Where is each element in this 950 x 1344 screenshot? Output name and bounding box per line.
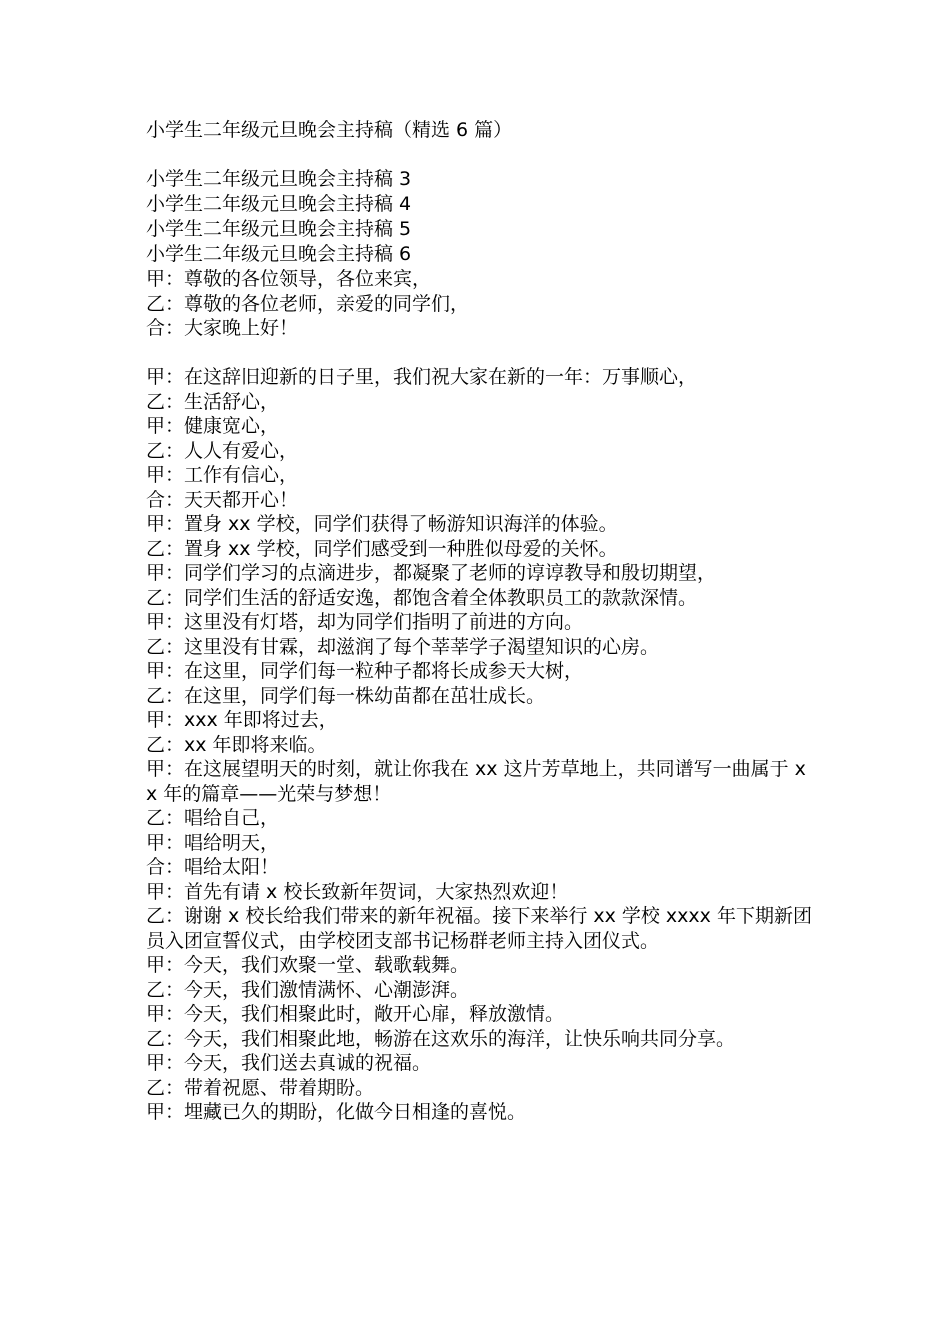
dialogue-line: 乙：生活舒心， [146, 390, 280, 413]
dialogue-line: 甲：首先有请 x 校长致新年贺词，大家热烈欢迎！ [146, 880, 569, 903]
dialogue-line: 合：大家晚上好！ [146, 317, 299, 339]
dialogue-line: 乙：在这里，同学们每一株幼苗都在茁壮成长。 [146, 684, 546, 707]
dialogue-line: 乙：尊敬的各位老师，亲爱的同学们， [146, 292, 470, 315]
dialogue-line: 乙：同学们生活的舒适安逸，都饱含着全体教职员工的款款深情。 [146, 586, 698, 609]
document-page [146, 118, 816, 1125]
dialogue-line: 甲：今天，我们相聚此时，敞开心扉，释放激情。 [146, 1003, 565, 1025]
dialogue-line: 甲：尊敬的各位领导，各位来宾， [146, 268, 432, 290]
dialogue-line: 乙：谢谢 x 校长给我们带来的新年祝福。接下来举行 xx 学校 xxxx 年下期新团员入团宣誓仪式，由学校团支部书记杨群老师主持入团仪式。 [146, 905, 812, 952]
dialogue-line: 乙：今天，我们相聚此地，畅游在这欢乐的海洋，让快乐响共同分享。 [146, 1027, 736, 1050]
dialogue-line: 甲：在这里，同学们每一粒种子都将长成参天大树， [146, 660, 584, 682]
dialogue-line: 甲：这里没有灯塔，却为同学们指明了前进的方向。 [146, 611, 584, 633]
dialogue-line: 甲：xxx 年即将过去， [146, 709, 338, 731]
dialogue-line: 乙：人人有爱心， [146, 439, 299, 462]
dialogue-line: 甲：在这展望明天的时刻，就让你我在 xx 这片芳草地上，共同谱写一曲属于 xx 年的篇章——光荣与梦想！ [146, 758, 806, 805]
dialogue-line: 甲：今天，我们欢聚一堂、载歌载舞。 [146, 954, 470, 976]
dialogue-line: 甲：埋藏已久的期盼，化做今日相逢的喜悦。 [146, 1101, 527, 1123]
toc-item[interactable]: 小学生二年级元旦晚会主持稿 5 [146, 218, 412, 240]
dialogue-line: 甲：健康宽心， [146, 415, 280, 437]
toc-item[interactable]: 小学生二年级元旦晚会主持稿 6 [146, 243, 412, 265]
toc-item[interactable]: 小学生二年级元旦晚会主持稿 3 [146, 168, 412, 190]
dialogue-line: 甲：唱给明天， [146, 831, 280, 854]
dialogue-line: 乙：唱给自己， [146, 807, 280, 829]
script-body [146, 267, 816, 1125]
dialogue-line: 乙：这里没有甘霖，却滋润了每个莘莘学子渴望知识的心房。 [146, 635, 660, 658]
toc-item[interactable]: 小学生二年级元旦晚会主持稿 4 [146, 193, 412, 215]
dialogue-line: 乙：置身 xx 学校，同学们感受到一种胜似母爱的关怀。 [146, 537, 618, 560]
dialogue-line: 乙：xx 年即将来临。 [146, 733, 327, 756]
dialogue-line: 甲：在这辞旧迎新的日子里，我们祝大家在新的一年：万事顺心， [146, 366, 698, 388]
dialogue-line: 合：天天都开心！ [146, 488, 299, 511]
document-title: 小学生二年级元旦晚会主持稿（精选 6 篇） [146, 119, 513, 141]
dialogue-line: 甲：同学们学习的点滴进步，都凝聚了老师的谆谆教导和殷切期望， [146, 562, 717, 584]
table-of-contents [146, 167, 816, 267]
dialogue-line: 乙：带着祝愿、带着期盼。 [146, 1076, 375, 1099]
dialogue-line: 甲：今天，我们送去真诚的祝福。 [146, 1052, 432, 1074]
dialogue-line: 甲：置身 xx 学校，同学们获得了畅游知识海洋的体验。 [146, 513, 618, 535]
dialogue-line: 甲：工作有信心， [146, 464, 299, 486]
blank-line [146, 341, 816, 366]
dialogue-line: 合：唱给太阳！ [146, 856, 280, 878]
dialogue-line: 乙：今天，我们激情满怀、心潮澎湃。 [146, 978, 470, 1001]
